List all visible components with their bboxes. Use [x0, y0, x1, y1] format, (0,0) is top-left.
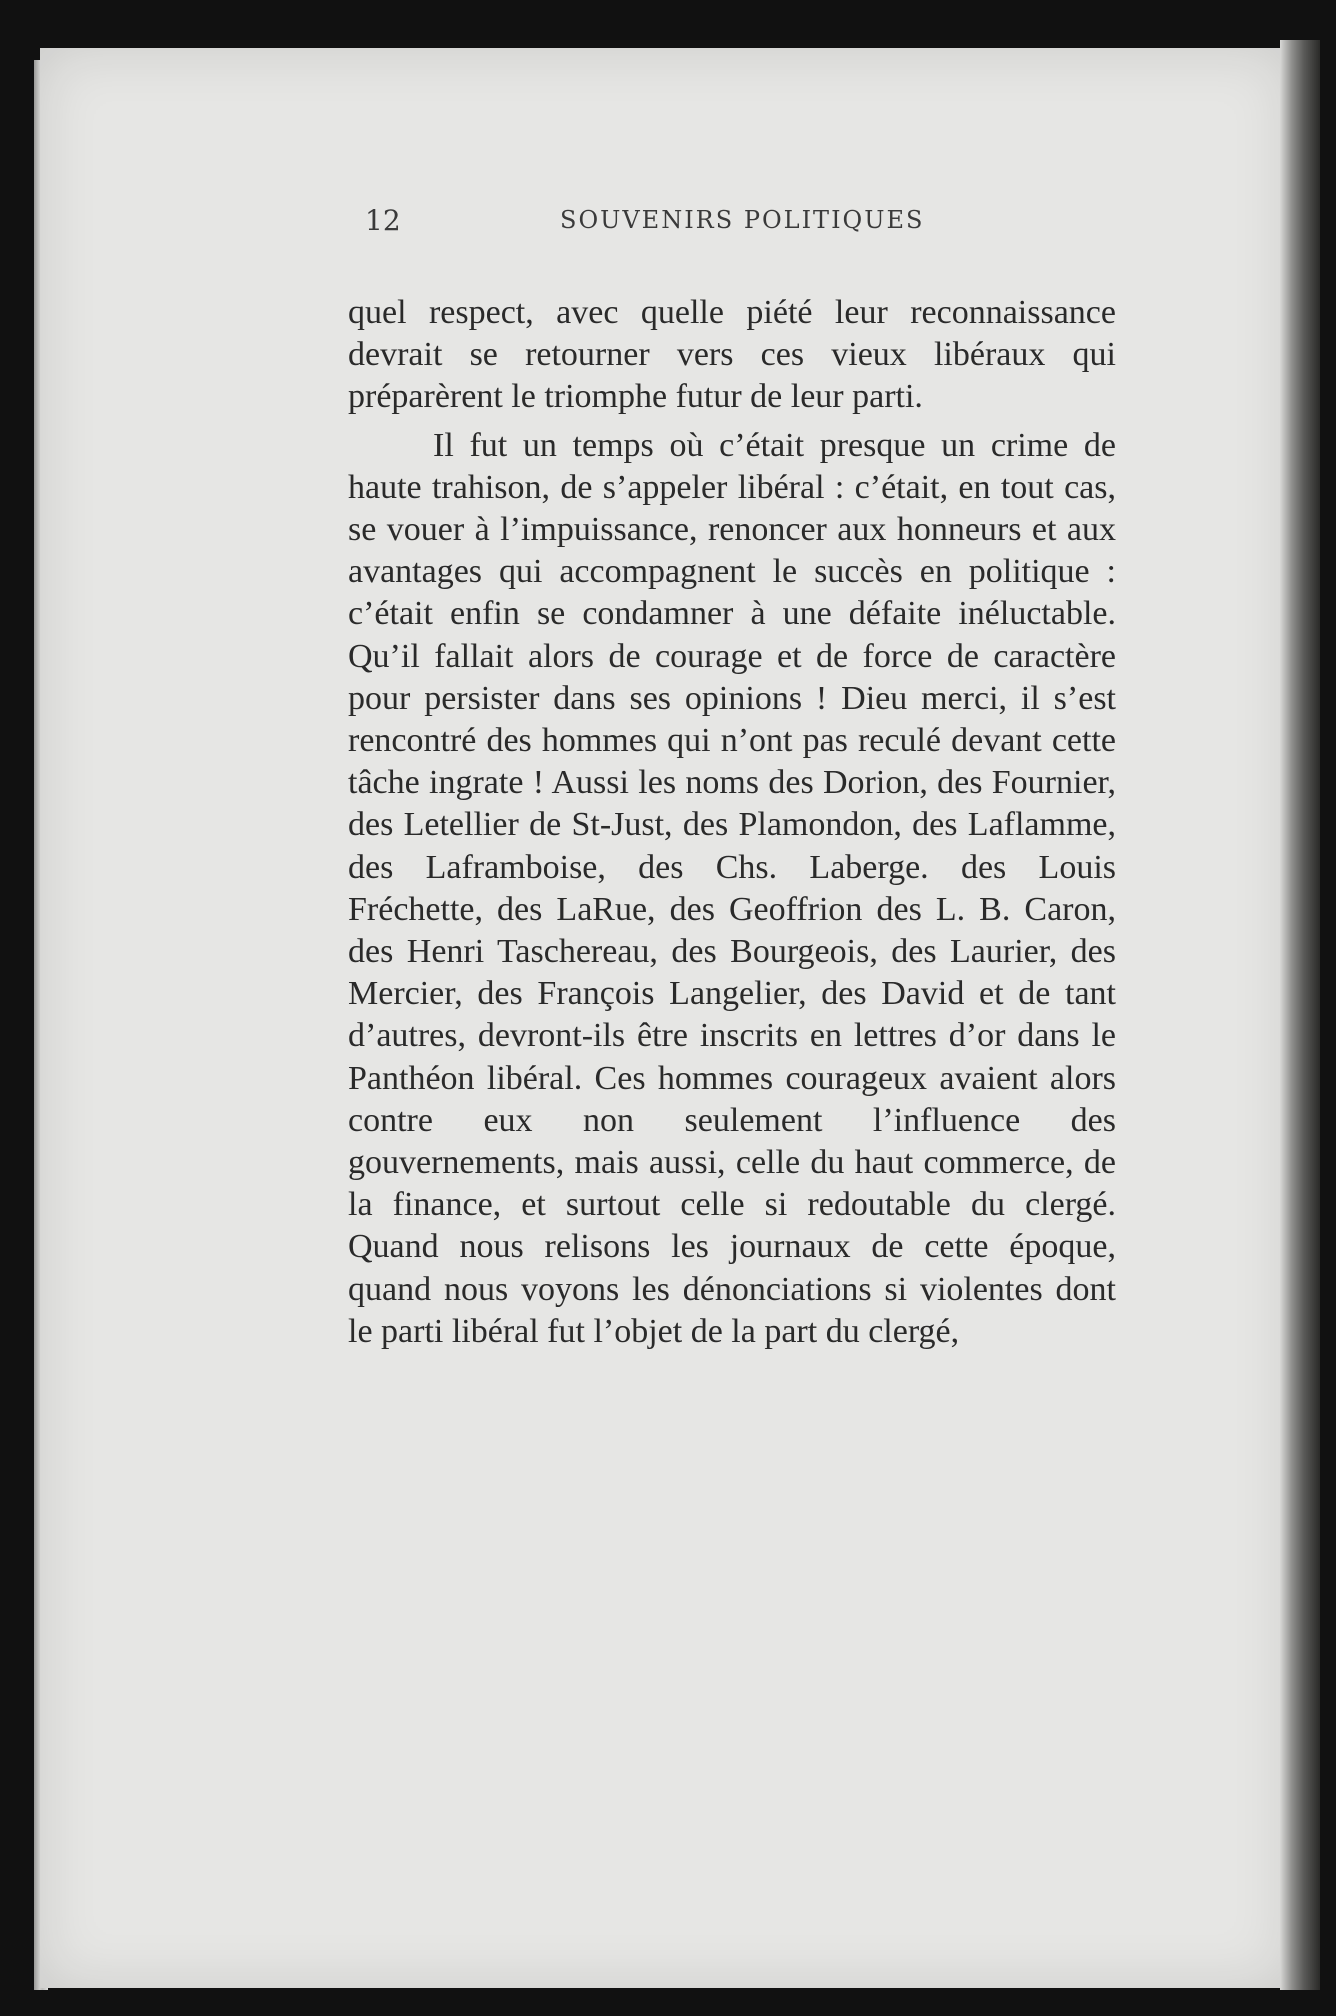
- paragraph: Il fut un temps où c’était presque un crime de haute trahison, de s’appeler libéral : c’était, en tout cas, se vouer à l’impuissance, renoncer aux honneurs et aux avantages qui accompagnent le succès en politique : c’était enfin se condamner à une défaite inéluctable. Qu’il fallait alors de courage et de force de caractère pour persister dans ses opinions ! Dieu merci, il s’est rencontré des hommes qui n’ont pas reculé devant cette tâche ingrate ! Aussi les noms des Dorion, des Fournier, des Letellier de St-Just, des Plamondon, des Laflamme, des Laframboise, des Chs. Laberge. des Louis Fréchette, des LaRue, des Geoffrion des L. B. Caron, des Henri Taschereau, des Bourgeois, des Laurier, des Mercier, des François Langelier, des David et de tant d’autres, devront-ils être inscrits en lettres d’or dans le Panthéon libéral. Ces hommes courageux avaient alors contre eux non seulement l’influence des gouvernements, mais aussi, celle du haut commerce, de la finance, et surtout celle si redoutable du clergé. Quand nous relisons les journaux de cette époque, quand nous voyons les dénonciations si violentes dont le parti libéral fut l’objet de la part du clergé,: [348, 426, 1116, 1350]
- body-text: [348, 292, 1116, 1353]
- running-title: SOUVENIRS POLITIQUES: [560, 206, 925, 234]
- page-number: 12: [365, 204, 401, 237]
- running-head: [365, 200, 935, 240]
- paragraph: quel respect, avec quelle piété leur reconnaissance devrait se retourner vers ces vieux libéraux qui préparèrent le triomphe futur de leur parti.: [348, 294, 1116, 416]
- page-edge-right: [1280, 40, 1320, 1990]
